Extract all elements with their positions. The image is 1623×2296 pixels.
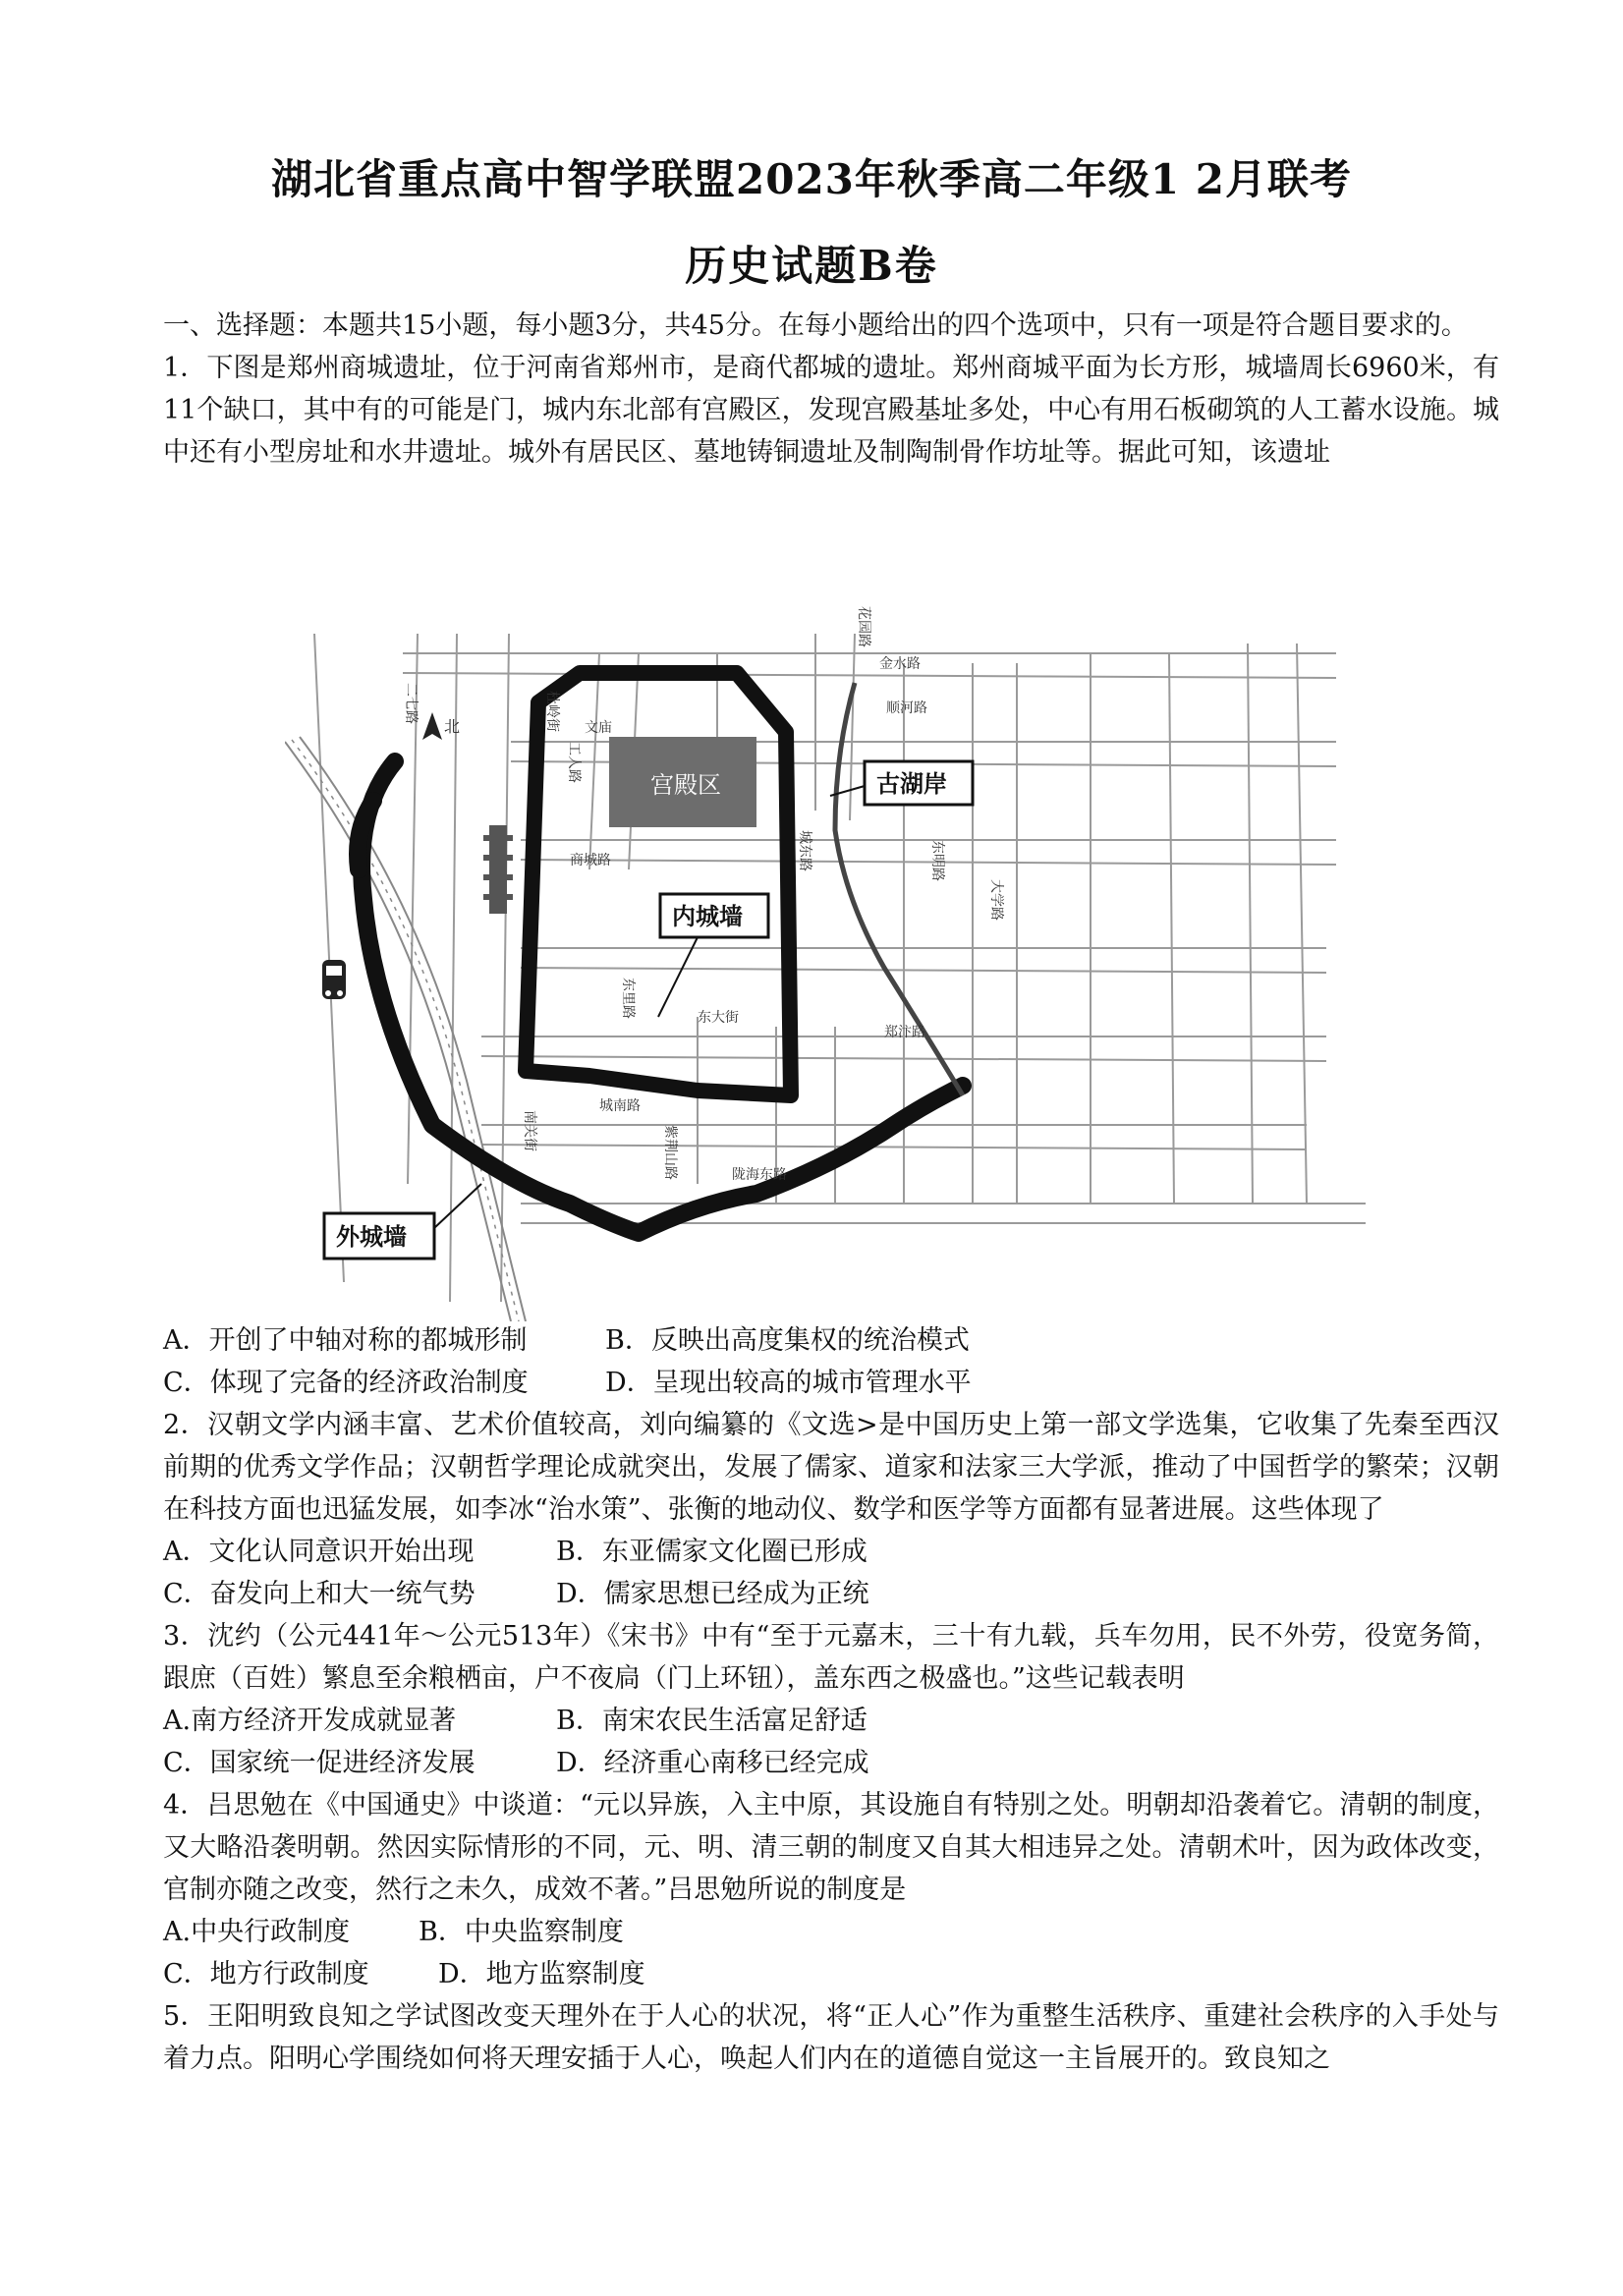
- q1-option-b[interactable]: B．反映出高度集权的统治模式: [605, 1325, 970, 1356]
- road-label-dongli: 东里路: [620, 978, 636, 1019]
- question-1-stem: 1．下图是郑州商城遗址，位于河南省郑州市，是商代都城的遗址。郑州商城平面为长方形，城墙周长6960米，有11个缺口，其中有的可能是门，城内东北部有宫殿区，发现宫殿基址多处，中心有用石板砌筑的人工蓄水设施。城中还有小型房址和水井遗址。城外有居民区、墓地铸铜遗址及制陶制骨作坊址等。据此可知，该遗址: [163, 353, 1499, 468]
- question-3-stem: 3．沈约（公元441年～公元513年）《宋书》中有“至于元嘉末，三十有九载，兵车勿用，民不外劳，役宽务简，跟庶（百姓）繁息至余粮栖亩，户不夜扃（门上环钮），盖东西之极盛也。”这些记载表明: [163, 1621, 1499, 1694]
- road-label-longhai: 陇海东路: [732, 1167, 787, 1183]
- q3-option-c[interactable]: C．国家统一促进经济发展: [163, 1748, 476, 1778]
- train-icon: [322, 960, 346, 999]
- q2-option-c[interactable]: C．奋发向上和大一统气势: [163, 1579, 476, 1609]
- question-2-stem: 2．汉朝文学内涵丰富、艺术价值较高，刘向编纂的《文选>是中国历史上第一部文学选集，它收集了先秦至西汉前期的优秀文学作品；汉朝哲学理论成就突出，发展了儒家、道家和法家三大学派，推动了中国哲学的繁荣；汉朝在科技方面也迅猛发展，如李冰“治水策”、张衡的地动仪、数学和医学等方面都有显著进展。这些体现了: [163, 1410, 1499, 1525]
- road-label-dongming: 东明路: [929, 840, 945, 881]
- road-label-nanguan: 南关街: [522, 1110, 537, 1151]
- road-label-shangcheng: 商城路: [570, 853, 611, 868]
- q2-option-a[interactable]: A．文化认同意识开始出现: [163, 1537, 475, 1567]
- q3-option-a[interactable]: A.南方经济开发成就显著: [163, 1706, 457, 1736]
- road-label-dongfeng: 大学路: [988, 879, 1004, 921]
- q4-option-a[interactable]: A.中央行政制度: [163, 1917, 351, 1947]
- q4-option-c[interactable]: C．地方行政制度: [163, 1959, 369, 1989]
- q4-option-d[interactable]: D．地方监察制度: [438, 1959, 645, 1989]
- road-label-erqi: 二七路: [403, 683, 419, 724]
- palace-label: 宫殿区: [650, 771, 721, 799]
- road-label-chengdong: 城东路: [797, 830, 812, 871]
- inner-wall-label: 内城墙: [672, 903, 743, 930]
- road-label-gongye: 工人路: [566, 742, 582, 783]
- road-label-zijingshan: 紫荆山路: [662, 1125, 678, 1180]
- q1-option-d[interactable]: D．呈现出较高的城市管理水平: [605, 1368, 972, 1398]
- section-intro: [163, 305, 1499, 474]
- road-label-xiaojie: 文庙: [585, 720, 612, 736]
- road-label-jinshui: 金水路: [879, 656, 921, 672]
- ancient-lake-label: 古湖岸: [876, 770, 947, 798]
- q1-options-row-2: [163, 1362, 1499, 1404]
- road-label-huayuan: 花园路: [856, 606, 871, 647]
- q2-options-row-2: [163, 1573, 1499, 1615]
- q2-options-row-1: [163, 1531, 1499, 1573]
- q2-option-d[interactable]: D．儒家思想已经成为正统: [556, 1579, 869, 1609]
- questions-block: [163, 1319, 1499, 2080]
- q3-option-d[interactable]: D．经济重心南移已经完成: [556, 1748, 869, 1778]
- q1-option-a[interactable]: A．开创了中轴对称的都城形制: [163, 1325, 528, 1356]
- exam-title: 湖北省重点高中智学联盟2023年秋季高二年级1 2月联考: [271, 155, 1352, 203]
- q3-option-b[interactable]: B．南宋农民生活富足舒适: [556, 1706, 867, 1736]
- north-label: 北: [444, 717, 461, 736]
- road-label-dujia: 杜岭街: [544, 691, 560, 732]
- outer-wall-label: 外城墙: [336, 1223, 407, 1251]
- exam-subtitle: 历史试题B卷: [685, 242, 938, 290]
- road-label-zhengbian: 郑汴路: [884, 1025, 925, 1040]
- q1-options-row-1: [163, 1319, 1499, 1362]
- question-4-stem: 4．吕思勉在《中国通史》中谈道：“元以异族，入主中原，其设施自有特别之处。明朝却沿袭着它。清朝的制度，又大略沿袭明朝。然因实际情形的不同，元、明、清三朝的制度又自其大相违异之处。清朝术叶，因为政体改变，官制亦随之改变，然行之未久，成效不著。”吕思勉所说的制度是: [163, 1790, 1499, 1905]
- q3-options-row-1: [163, 1700, 1499, 1742]
- q3-options-row-2: [163, 1742, 1499, 1784]
- q4-option-b[interactable]: B．中央监察制度: [419, 1917, 624, 1947]
- q2-option-b[interactable]: B．东亚儒家文化圈已形成: [556, 1537, 867, 1567]
- section-instruction: 一、选择题：本题共15小题，每小题3分，共45分。在每小题给出的四个选项中，只有一项是符合题目要求的。: [163, 310, 1468, 341]
- road-label-chengnan: 城南路: [599, 1098, 641, 1114]
- q4-options-row-2: [163, 1953, 1499, 1995]
- road-label-dongda: 东大街: [698, 1010, 739, 1026]
- question-5-stem: 5．王阳明致良知之学试图改变天理外在于人心的状况，将“正人心”作为重整生活秩序、重建社会秩序的入手处与着力点。阳明心学围绕如何将天理安插于人心，唤起人们内在的道德自觉这一主旨展开的。致良知之: [163, 2001, 1499, 2074]
- q1-option-c[interactable]: C．体现了完备的经济政治制度: [163, 1368, 529, 1398]
- road-label-shunhe: 顺河路: [886, 700, 927, 716]
- q4-options-row-1: [163, 1911, 1499, 1953]
- zhengzhou-city-map: [285, 575, 1366, 1321]
